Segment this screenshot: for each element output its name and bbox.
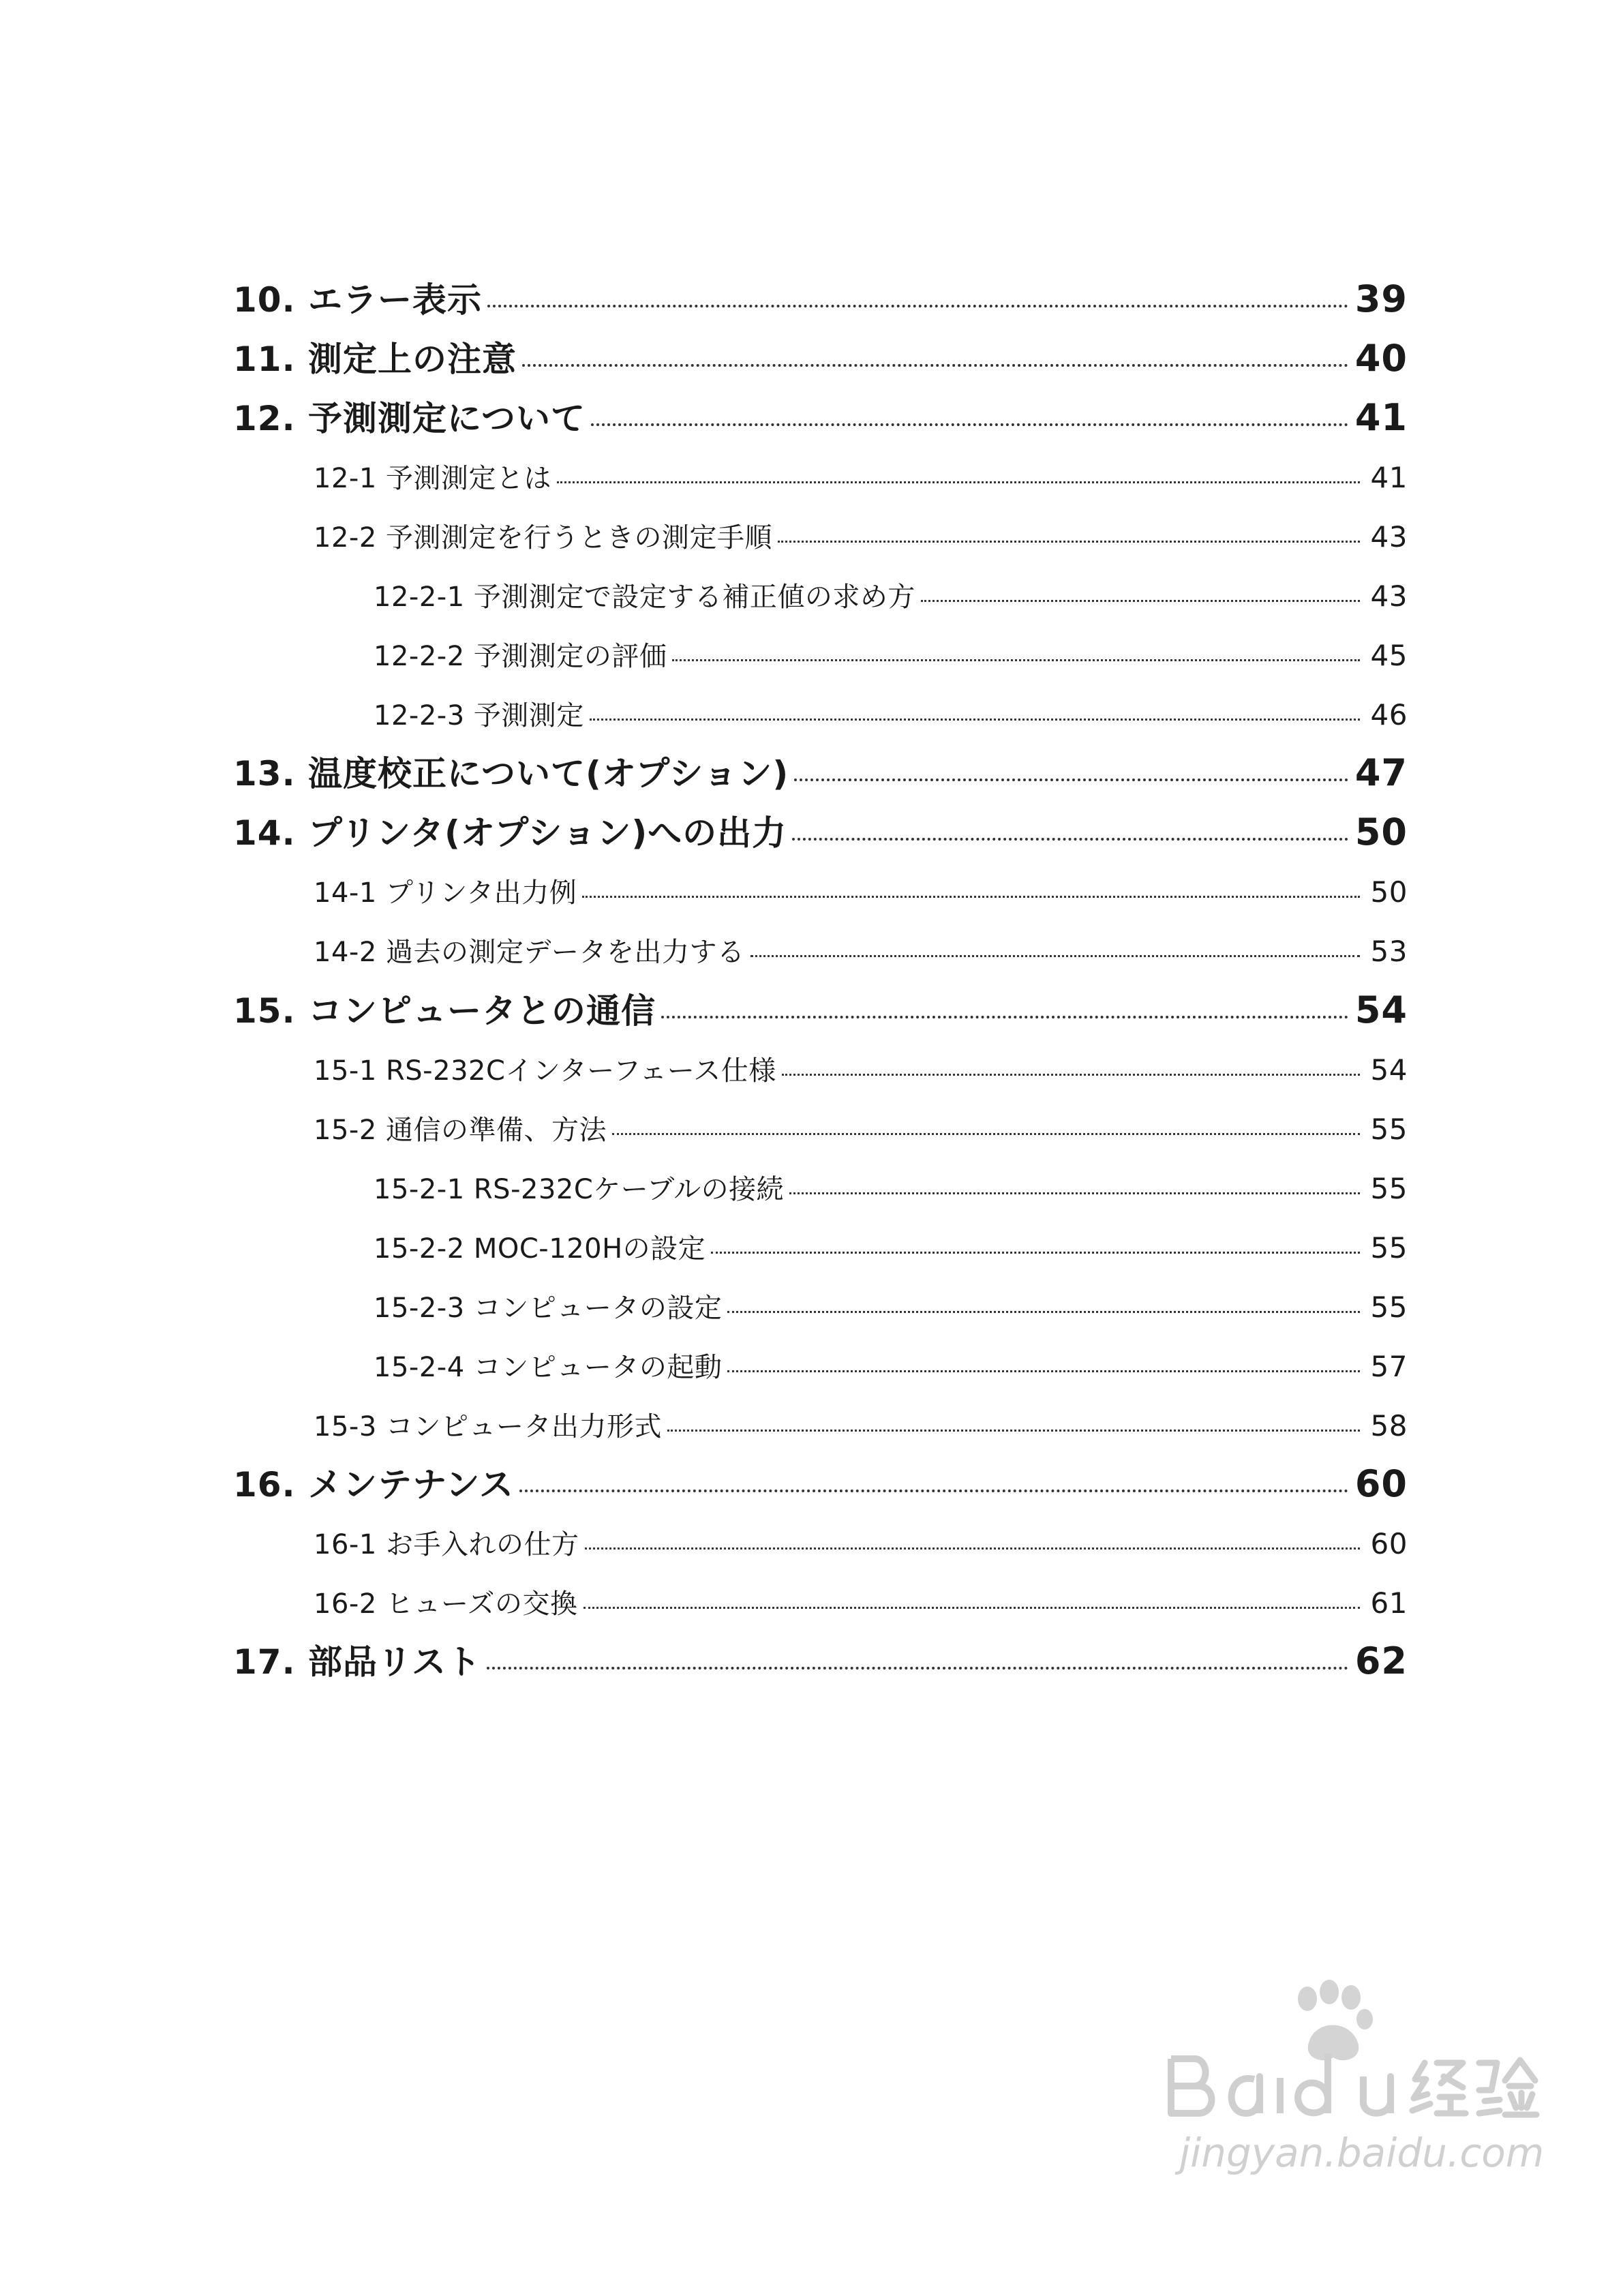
toc-entry[interactable] [314, 1049, 1408, 1088]
dot-leader [792, 838, 1348, 841]
toc-entry[interactable] [233, 1457, 1408, 1507]
dot-leader [582, 896, 1360, 898]
toc-entry-page: 54 [1370, 1053, 1408, 1087]
toc-entry-page: 61 [1370, 1586, 1408, 1620]
toc-entry-page: 41 [1370, 461, 1408, 494]
toc-entry[interactable] [314, 1405, 1408, 1444]
toc-entry-page: 55 [1370, 1113, 1408, 1146]
toc-entry-page: 50 [1370, 875, 1408, 909]
toc-entry-page: 43 [1370, 520, 1408, 554]
baidu-jingyan-watermark [1159, 1977, 1568, 2209]
toc-entry-label: 15-2 通信の準備、方法 [314, 1115, 607, 1146]
toc-entry-label: 11. 測定上の注意 [233, 339, 517, 379]
toc-entry-label: 15-2-1 RS-232Cケーブルの接続 [374, 1174, 785, 1205]
toc-entry[interactable] [314, 516, 1408, 555]
toc-entry-page: 53 [1370, 935, 1408, 968]
dot-leader [487, 1667, 1348, 1670]
toc-entry-page: 41 [1354, 396, 1408, 439]
toc-entry[interactable] [314, 931, 1408, 969]
toc-entry[interactable] [314, 1108, 1408, 1147]
toc-entry[interactable] [233, 984, 1408, 1033]
toc-entry-page: 43 [1370, 579, 1408, 613]
toc-entry[interactable] [233, 332, 1408, 381]
toc-entry-label: 14-2 過去の測定データを出力する [314, 937, 745, 968]
toc-entry[interactable] [374, 1286, 1408, 1325]
toc-entry-label: 15. コンピュータとの通信 [233, 991, 656, 1031]
toc-entry-page: 54 [1354, 988, 1408, 1031]
dot-leader [661, 1016, 1348, 1018]
toc-entry[interactable] [233, 273, 1408, 322]
dot-leader [727, 1311, 1360, 1313]
dot-leader [612, 1133, 1360, 1135]
toc-entry[interactable] [314, 871, 1408, 910]
toc-entry[interactable] [233, 391, 1408, 440]
dot-leader [591, 423, 1348, 426]
toc-entry[interactable] [374, 635, 1408, 674]
toc-entry[interactable] [374, 575, 1408, 614]
toc-entry[interactable] [374, 1346, 1408, 1385]
watermark-url: jingyan.baidu.com [1179, 2130, 1545, 2176]
toc-entry-page: 55 [1370, 1290, 1408, 1324]
toc-entry-label: 15-1 RS-232Cインターフェース仕様 [314, 1055, 776, 1087]
toc-entry-label: 14-1 プリンタ出力例 [314, 877, 577, 909]
dot-leader [782, 1074, 1360, 1076]
dot-leader [921, 600, 1360, 602]
toc-entry[interactable] [374, 1227, 1408, 1266]
dot-leader [519, 1490, 1348, 1492]
toc-entry-label: 15-2-3 コンピュータの設定 [374, 1293, 723, 1324]
dot-leader [789, 1192, 1360, 1194]
toc-entry-label: 12-1 予測測定とは [314, 463, 551, 494]
toc-entry-page: 57 [1370, 1350, 1408, 1383]
toc-entry-label: 16-2 ヒューズの交換 [314, 1588, 578, 1620]
toc-entry[interactable] [314, 1523, 1408, 1562]
dot-leader [487, 305, 1348, 307]
toc-entry-label: 12-2-2 予測測定の評価 [374, 641, 667, 672]
toc-entry-label: 12-2 予測測定を行うときの測定手順 [314, 522, 772, 554]
dot-leader [590, 719, 1360, 721]
toc-entry-page: 55 [1370, 1172, 1408, 1205]
dot-leader [750, 955, 1361, 957]
dot-leader [583, 1607, 1361, 1609]
toc-entry[interactable] [314, 1582, 1408, 1621]
toc-entry-label: 16. メンテナンス [233, 1465, 514, 1505]
toc-entry-label: 15-2-4 コンピュータの起動 [374, 1352, 723, 1383]
dot-leader [778, 541, 1360, 543]
toc-entry-page: 62 [1354, 1640, 1408, 1682]
toc-entry-page: 40 [1354, 337, 1408, 380]
dot-leader [522, 364, 1348, 367]
toc-entry-page: 55 [1370, 1231, 1408, 1265]
dot-leader [794, 779, 1348, 781]
dot-leader [672, 659, 1360, 661]
dot-leader [727, 1370, 1360, 1372]
toc-entry-label: 15-2-2 MOC-120Hの設定 [374, 1233, 706, 1265]
toc-entry[interactable] [233, 1635, 1408, 1684]
toc-entry-page: 50 [1354, 811, 1408, 854]
toc-entry[interactable] [374, 1168, 1408, 1207]
toc-entry-label: 12-2-1 予測測定で設定する補正値の求め方 [374, 581, 915, 613]
toc-entry-page: 60 [1354, 1462, 1408, 1505]
toc-entry-label: 10. エラー表示 [233, 280, 482, 320]
toc-entry-label: 13. 温度校正について(オプション) [233, 754, 789, 794]
dot-leader [711, 1252, 1360, 1254]
baidu-paw-logo-icon [1159, 1977, 1568, 2209]
toc-entry-page: 45 [1370, 639, 1408, 672]
toc-entry-label: 12-2-3 予測測定 [374, 700, 584, 731]
toc-entry-page: 60 [1370, 1527, 1408, 1560]
toc-entry-page: 46 [1370, 698, 1408, 731]
toc-entry-label: 15-3 コンピュータ出力形式 [314, 1411, 662, 1442]
dot-leader [667, 1430, 1360, 1432]
toc-entry-label: 12. 予測測定について [233, 399, 586, 438]
toc-entry-page: 47 [1354, 751, 1408, 794]
toc-entry-label: 17. 部品リスト [233, 1642, 481, 1682]
toc-entry-label: 14. プリンタ(オプション)への出力 [233, 813, 787, 853]
toc-entry[interactable] [233, 806, 1408, 855]
toc-entry-page: 39 [1354, 277, 1408, 320]
toc-entry[interactable] [374, 694, 1408, 733]
toc-entry[interactable] [233, 746, 1408, 796]
dot-leader [585, 1547, 1361, 1550]
toc-entry-page: 58 [1370, 1409, 1408, 1442]
dot-leader [557, 481, 1360, 483]
toc-entry-label: 16-1 お手入れの仕方 [314, 1529, 579, 1560]
toc-entry[interactable] [314, 457, 1408, 496]
